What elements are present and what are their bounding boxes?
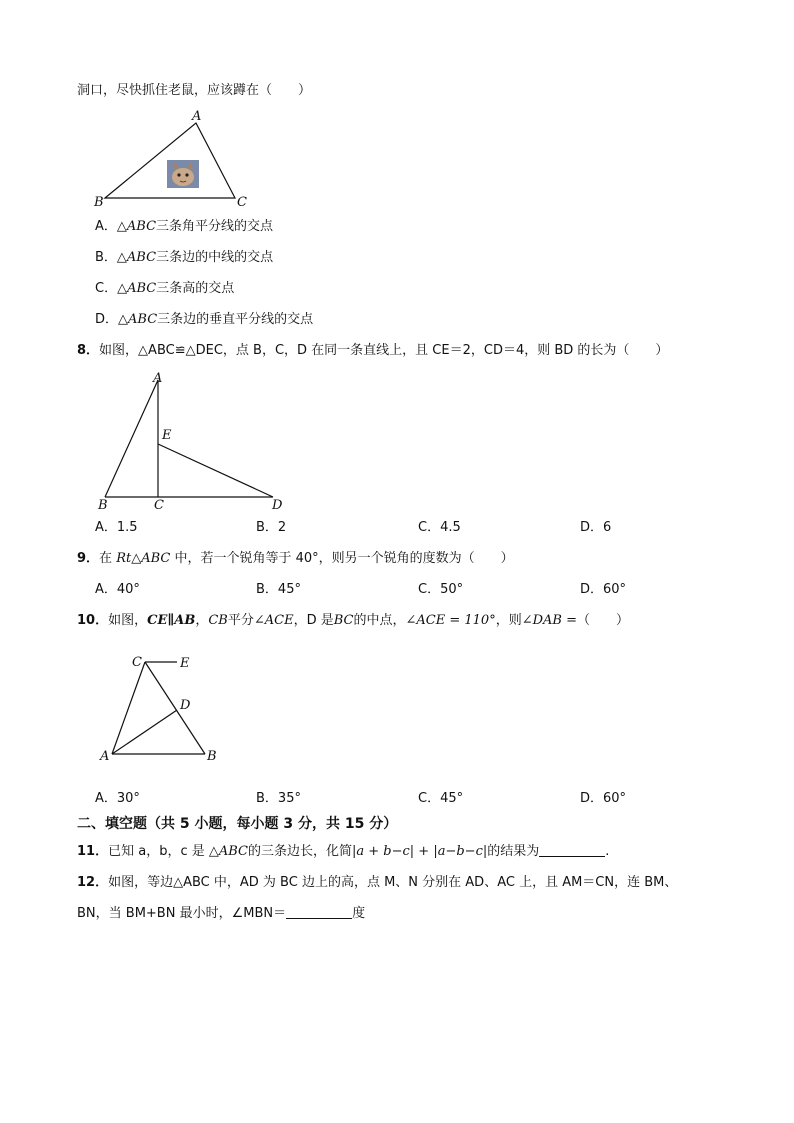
q8-label-c: C xyxy=(154,498,164,513)
q9-option-d[interactable]: D．60° xyxy=(580,582,627,597)
q7-label-c: C xyxy=(237,195,247,210)
q7-option-a[interactable]: A．△ABC三条角平分线的交点 xyxy=(95,219,274,234)
q8-option-b[interactable]: B．2 xyxy=(256,520,287,535)
q9-stem: 9．在 Rt△ABC 中，若一个锐角等于 40°，则另一个锐角的度数为（ ） xyxy=(77,551,514,566)
q11-answer-blank[interactable] xyxy=(539,842,605,857)
q10-option-b[interactable]: B．35° xyxy=(256,791,301,806)
q10-label-e: E xyxy=(180,656,190,671)
q11-stem: 11．已知 a，b，c 是 △ABC的三条边长，化简|a + b−c| + |a−b−c|的结果为 . xyxy=(77,844,610,859)
q12-answer-blank[interactable] xyxy=(286,904,352,919)
q10-option-a[interactable]: A．30° xyxy=(95,791,140,806)
q10-triangle-figure xyxy=(95,650,235,770)
q8-option-c[interactable]: C．4.5 xyxy=(418,520,461,535)
q8-label-a: A xyxy=(153,371,163,386)
q10-option-d[interactable]: D．60° xyxy=(580,791,627,806)
q7-label-b: B xyxy=(94,195,104,210)
q8-label-d: D xyxy=(272,498,283,513)
q8-option-d[interactable]: D．6 xyxy=(580,520,612,535)
q10-label-a: A xyxy=(100,749,110,764)
q10-stem: 10．如图，CE∥AB，CB平分∠ACE，D 是BC的中点，∠ACE = 110°，则∠DAB =（ ） xyxy=(77,613,630,628)
q9-option-a[interactable]: A．40° xyxy=(95,582,140,597)
q9-option-c[interactable]: C．50° xyxy=(418,582,464,597)
q7-option-d[interactable]: D．△ABC三条边的垂直平分线的交点 xyxy=(95,312,314,327)
cat-photo-icon xyxy=(167,160,199,188)
q7-stem-tail: 洞口，尽快抓住老鼠，应该蹲在（ ） xyxy=(77,83,312,98)
q12-stem-line2: BN，当 BM+BN 最小时，∠MBN＝ 度 xyxy=(77,906,366,921)
q8-stem: 8．如图，△ABC≌△DEC，点 B，C，D 在同一条直线上，且 CE＝2，CD＝4，则 BD 的长为（ ） xyxy=(77,343,669,358)
q8-label-b: B xyxy=(98,498,108,513)
q9-option-b[interactable]: B．45° xyxy=(256,582,301,597)
q12-stem-line1: 12．如图，等边△ABC 中，AD 为 BC 边上的高，点 M、N 分别在 AD、AC 上，且 AM＝CN，连 BM、 xyxy=(77,875,678,890)
q10-option-c[interactable]: C．45° xyxy=(418,791,464,806)
q8-option-a[interactable]: A．1.5 xyxy=(95,520,138,535)
q8-triangle-figure xyxy=(95,368,295,518)
section-2-heading: 二、填空题（共 5 小题，每小题 3 分，共 15 分） xyxy=(77,816,398,832)
q10-label-c: C xyxy=(132,655,142,670)
q10-label-b: B xyxy=(207,749,217,764)
q7-option-c[interactable]: C．△ABC三条高的交点 xyxy=(95,281,235,296)
q10-label-d: D xyxy=(180,698,191,713)
q7-option-b[interactable]: B．△ABC三条边的中线的交点 xyxy=(95,250,274,265)
q7-triangle-figure xyxy=(90,108,250,208)
q8-label-e: E xyxy=(162,428,172,443)
q7-label-a: A xyxy=(192,109,202,124)
